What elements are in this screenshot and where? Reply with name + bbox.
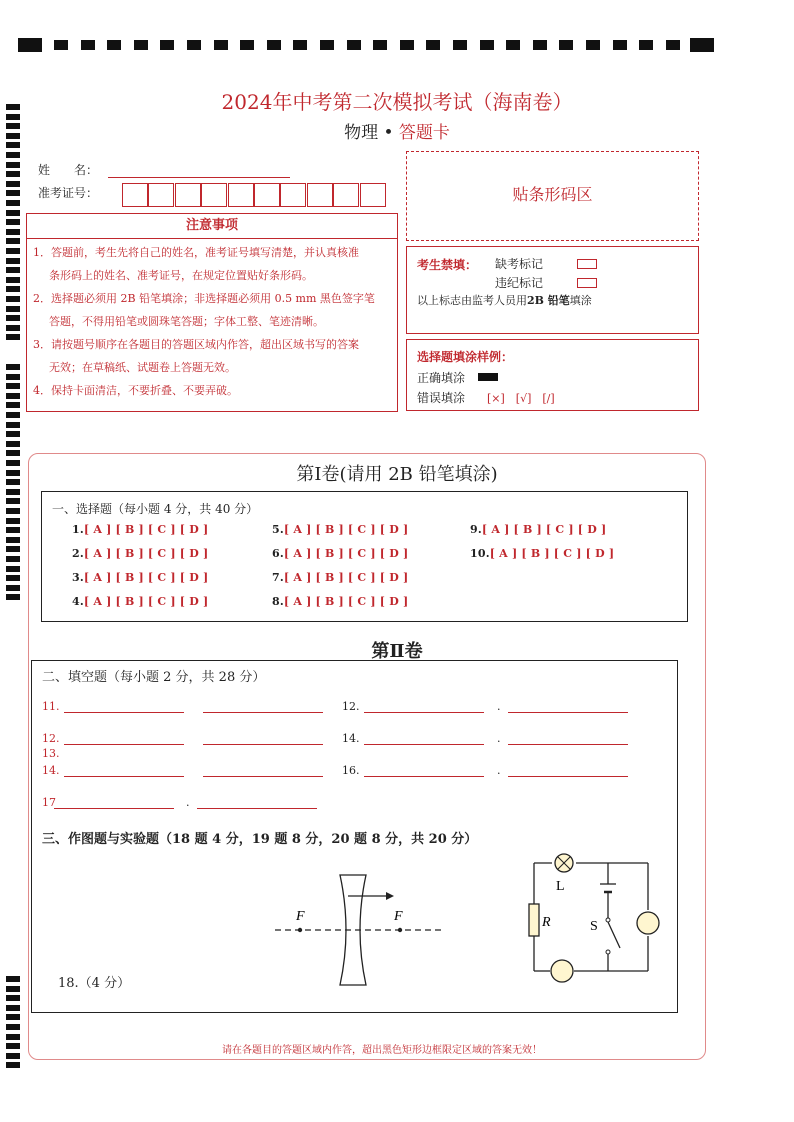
exam-digit-box[interactable] [122, 183, 148, 207]
q18-label: 18.（4 分） [58, 976, 131, 991]
timing-mark [690, 38, 714, 52]
timing-mark [400, 40, 414, 50]
resistor-icon [529, 904, 539, 936]
notice-line-6: 无效；在草稿纸、试题卷上答题无效。 [49, 361, 236, 374]
exam-digit-box[interactable] [280, 183, 306, 207]
timing-mark [6, 315, 20, 321]
choice-number: 10. [470, 547, 490, 560]
proctor-title: 考生禁填： [417, 258, 478, 272]
subject-label: 物理 [344, 123, 379, 143]
timing-mark [6, 171, 20, 177]
timing-mark [293, 40, 307, 50]
q16-blank-1[interactable] [364, 776, 484, 777]
timing-mark [6, 575, 20, 581]
part2-title: 第Ⅱ卷 [371, 641, 423, 662]
choice-options[interactable]: [ A ] [ B ] [ C ] [ D ] [83, 595, 209, 608]
timing-mark [6, 229, 20, 235]
exam-digit-box[interactable] [175, 183, 201, 207]
timing-mark [240, 40, 254, 50]
notice-line-2: 条形码上的姓名、准考证号，在规定位置贴好条形码。 [49, 269, 313, 282]
q11-blank-1[interactable] [64, 712, 184, 713]
wrong-label: 错误填涂 [417, 391, 466, 405]
timing-mark [6, 566, 20, 572]
q12-blank-1[interactable] [364, 712, 484, 713]
choice-number: 5. [272, 523, 284, 536]
choice-options[interactable]: [ A ] [ B ] [ C ] [ D ] [83, 523, 209, 536]
choice-question[interactable] [272, 547, 408, 560]
lamp-label: L [556, 879, 565, 894]
subtitle-separator: • [383, 123, 394, 143]
timing-mark [6, 1014, 20, 1020]
q12-number: 12. [342, 700, 360, 713]
timing-mark [6, 1062, 20, 1068]
exam-digit-box[interactable] [201, 183, 227, 207]
q14b-blank-1[interactable] [64, 776, 184, 777]
timing-mark [6, 383, 20, 389]
timing-mark [6, 162, 20, 168]
proctor-note-bold: 2B 铅笔 [527, 294, 570, 307]
fill-title: 二、填空题（每小题 2 分，共 28 分） [42, 670, 266, 685]
absent-mark-box[interactable] [577, 259, 597, 269]
timing-mark [586, 40, 600, 50]
choice-number: 4. [72, 595, 84, 608]
timing-mark [6, 267, 20, 273]
barcode-label: 贴条形码区 [512, 185, 593, 204]
timing-mark [6, 181, 20, 187]
timing-mark [6, 1034, 20, 1040]
timing-mark [6, 286, 20, 292]
proctor-note [417, 292, 592, 308]
card-label: 答题卡 [398, 123, 450, 143]
timing-mark [6, 142, 20, 148]
ray-arrow-icon [386, 892, 394, 900]
q12b-number: 12. [42, 732, 60, 745]
q12-dot: . [497, 700, 501, 713]
sample-title: 选择题填涂样例： [417, 350, 514, 364]
choice-question[interactable] [72, 571, 208, 584]
timing-mark [559, 40, 573, 50]
timing-mark [18, 38, 42, 52]
lamp-bottom-icon [551, 960, 573, 982]
notice-line-5: 3．请按题号顺序在各题目的答题区域内作答，超出区域书写的答案 [33, 338, 359, 351]
proctor-note-end: 填涂 [569, 294, 592, 307]
notice-title: 注意事项 [185, 218, 238, 233]
notice-line-1: 1．答题前，考生先将自己的姓名，准考证号填写清楚，并认真核准 [33, 246, 359, 259]
choice-question[interactable] [272, 571, 408, 584]
proctor-box [406, 246, 699, 334]
footer-warning: 请在各题目的答题区域内作答，超出黑色矩形边框限定区域的答案无效！ [222, 1045, 542, 1056]
timing-mark [134, 40, 148, 50]
q13-number: 13. [42, 747, 60, 760]
choice-question[interactable] [72, 595, 208, 608]
choice-title: 一、选择题（每小题 4 分，共 40 分） [52, 502, 259, 516]
choice-question[interactable] [470, 547, 614, 560]
choice-options[interactable]: [ A ] [ B ] [ C ] [ D ] [83, 547, 209, 560]
notice-line-4: 答题，不得用铅笔或圆珠笔答题；字体工整、笔迹清晰。 [49, 315, 324, 328]
draw-title: 三、作图题与实验题（18 题 4 分，19 题 8 分，20 题 8 分，共 20 分） [42, 832, 478, 847]
timing-mark [6, 976, 20, 982]
lamp-right-icon [637, 912, 659, 934]
correct-fill-sample [478, 373, 498, 381]
timing-mark [6, 412, 20, 418]
timing-mark [6, 537, 20, 543]
timing-mark [6, 364, 20, 370]
switch-pivot [606, 918, 610, 922]
timing-mark [6, 498, 20, 504]
timing-mark [6, 1005, 20, 1011]
switch-contact [606, 950, 610, 954]
timing-mark [6, 152, 20, 158]
q14-number: 14. [342, 732, 360, 745]
exam-digit-box[interactable] [148, 183, 174, 207]
violation-label: 违纪标记 [495, 276, 544, 290]
timing-mark [506, 40, 520, 50]
timing-mark [639, 40, 653, 50]
notice-line-7: 4．保持卡面清洁，不要折叠、不要弄破。 [33, 384, 238, 397]
resistor-label: R [542, 915, 551, 930]
q11-number: 11. [42, 700, 60, 713]
choice-options[interactable]: [ A ] [ B ] [ C ] [ D ] [283, 595, 409, 608]
timing-mark [6, 986, 20, 992]
timing-mark [6, 422, 20, 428]
q17-number: 17 [42, 796, 56, 809]
wrong-marks: [×] [√] [/] [487, 392, 555, 405]
timing-mark [6, 1024, 20, 1030]
timing-mark [6, 258, 20, 264]
top-timing-marks [18, 38, 718, 52]
timing-mark [613, 40, 627, 50]
timing-mark [6, 585, 20, 591]
timing-mark [6, 508, 20, 514]
choice-question[interactable] [72, 547, 208, 560]
q17-dot: . [186, 796, 190, 809]
timing-mark [81, 40, 95, 50]
choice-options[interactable]: [ A ] [ B ] [ C ] [ D ] [489, 547, 615, 560]
timing-mark [54, 40, 68, 50]
q14-dot: . [497, 732, 501, 745]
q12-blank-2[interactable] [508, 712, 628, 713]
timing-mark [187, 40, 201, 50]
q14-blank-1[interactable] [364, 744, 484, 745]
choice-number: 9. [470, 523, 482, 536]
q12b-blank-1[interactable] [64, 744, 184, 745]
timing-mark [6, 546, 20, 552]
choice-question[interactable] [72, 523, 208, 536]
focus-left-label: F [296, 909, 305, 924]
q16-blank-2[interactable] [508, 776, 628, 777]
timing-mark [6, 393, 20, 399]
exam-digit-box[interactable] [228, 183, 254, 207]
timing-mark [533, 40, 547, 50]
timing-mark [107, 40, 121, 50]
choice-options[interactable]: [ A ] [ B ] [ C ] [ D ] [283, 523, 409, 536]
timing-mark [453, 40, 467, 50]
timing-mark [347, 40, 361, 50]
sample-box [406, 339, 699, 411]
choice-number: 1. [72, 523, 84, 536]
timing-mark [6, 277, 20, 283]
timing-mark [6, 200, 20, 206]
exam-digit-box[interactable] [333, 183, 359, 207]
violation-mark-box[interactable] [577, 278, 597, 288]
timing-mark [6, 190, 20, 196]
choice-number: 7. [272, 571, 284, 584]
exam-digit-box[interactable] [254, 183, 280, 207]
barcode-area [406, 151, 699, 241]
timing-mark [6, 995, 20, 1001]
choice-options[interactable]: [ A ] [ B ] [ C ] [ D ] [83, 571, 209, 584]
notice-body [26, 238, 398, 412]
timing-mark [6, 518, 20, 524]
timing-mark [160, 40, 174, 50]
exam-digit-box[interactable] [307, 183, 333, 207]
timing-mark [6, 374, 20, 380]
choice-number: 8. [272, 595, 284, 608]
focus-left-point [298, 928, 302, 932]
focus-right-point [398, 928, 402, 932]
q14b-blank-2[interactable] [203, 776, 323, 777]
timing-mark [6, 238, 20, 244]
choice-number: 2. [72, 547, 84, 560]
timing-mark [6, 306, 20, 312]
timing-mark [6, 431, 20, 437]
correct-label: 正确填涂 [417, 371, 466, 385]
q12b-blank-2[interactable] [203, 744, 323, 745]
choice-options[interactable]: [ A ] [ B ] [ C ] [ D ] [283, 571, 409, 584]
timing-mark [320, 40, 334, 50]
choice-number: 6. [272, 547, 284, 560]
notice-line-3: 2．选择题必须用 2B 铅笔填涂；非选择题必须用 0.5 mm 黑色签字笔 [33, 292, 375, 305]
timing-mark [6, 441, 20, 447]
choice-options[interactable]: [ A ] [ B ] [ C ] [ D ] [283, 547, 409, 560]
choice-number: 3. [72, 571, 84, 584]
q11-blank-2[interactable] [203, 712, 323, 713]
timing-mark [6, 556, 20, 562]
timing-mark [426, 40, 440, 50]
timing-mark [267, 40, 281, 50]
name-field[interactable] [108, 177, 290, 178]
timing-mark [6, 450, 20, 456]
q16-number: 16. [342, 764, 360, 777]
card-subtitle [0, 118, 794, 143]
choice-options[interactable]: [ A ] [ B ] [ C ] [ D ] [481, 523, 607, 536]
lens-diagram[interactable] [270, 870, 450, 990]
q17-blank-1[interactable] [54, 808, 174, 809]
timing-mark [6, 527, 20, 533]
notice-header [26, 213, 398, 239]
timing-mark [666, 40, 680, 50]
timing-mark [6, 219, 20, 225]
exam-digit-box[interactable] [360, 183, 386, 207]
timing-mark [6, 334, 20, 340]
choice-question[interactable] [470, 523, 606, 536]
proctor-note-text: 以上标志由监考人员用 [417, 294, 527, 307]
concave-lens [340, 875, 366, 985]
timing-mark [6, 248, 20, 254]
choice-question[interactable] [272, 523, 408, 536]
q14b-number: 14. [42, 764, 60, 777]
timing-mark [6, 594, 20, 600]
circuit-diagram[interactable] [520, 848, 665, 988]
timing-mark [6, 325, 20, 331]
q14-blank-2[interactable] [508, 744, 628, 745]
exam-no-label: 准考证号： [38, 186, 99, 200]
timing-mark [6, 210, 20, 216]
switch-label: S [590, 919, 598, 934]
name-label: 姓 名： [38, 163, 99, 177]
timing-mark [6, 296, 20, 302]
q17-blank-2[interactable] [197, 808, 317, 809]
timing-mark [214, 40, 228, 50]
absent-label: 缺考标记 [495, 257, 544, 271]
timing-mark [6, 402, 20, 408]
timing-mark [373, 40, 387, 50]
q16-dot: . [497, 764, 501, 777]
timing-mark [480, 40, 494, 50]
page-title: 2024年中考第二次模拟考试（海南卷） [221, 90, 573, 114]
choice-question[interactable] [272, 595, 408, 608]
timing-mark [6, 489, 20, 495]
part1-title: 第Ⅰ卷(请用 2B 铅笔填涂) [296, 464, 498, 485]
focus-right-label: F [394, 909, 403, 924]
